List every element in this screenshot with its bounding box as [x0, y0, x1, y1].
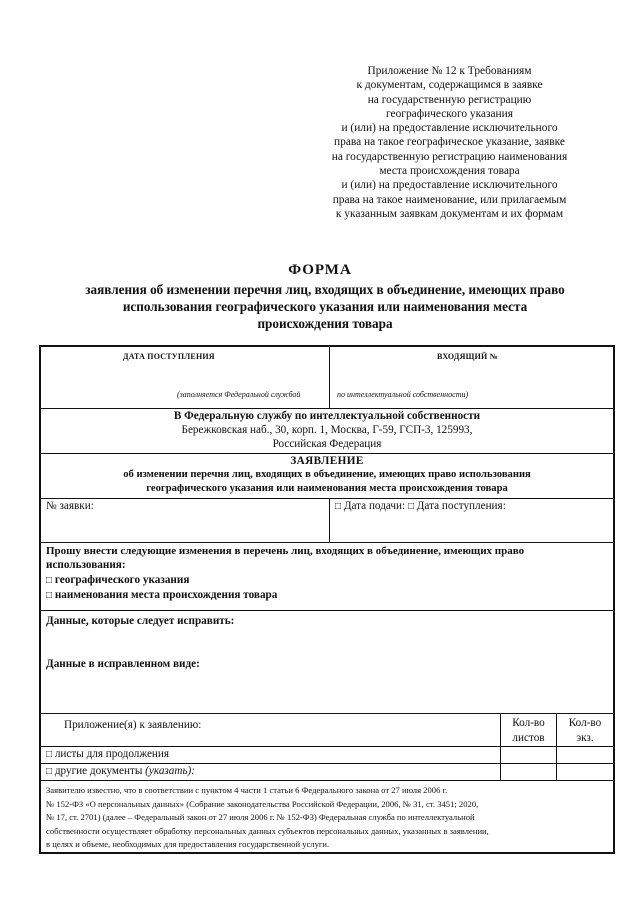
appendix-line: права на такое географическое указание, заявке: [334, 136, 565, 149]
statement-line: об изменении перечня лиц, входящих в объединение, имеющих право использования: [123, 469, 531, 480]
receipt-date-label-2: Дата поступления:: [416, 500, 506, 512]
geo-indication-label: географического указания: [54, 574, 190, 586]
receipt-date-label: ДАТА ПОСТУПЛЕНИЯ: [123, 352, 215, 361]
addressee-address: Бережковская наб., 30, корп. 1, Москва, Г-59, ГСП-3, 125993,: [181, 424, 473, 436]
form-subtitle-line: происхождения товара: [257, 316, 393, 331]
appendix-line: права на такое наименование, или прилагаемым: [332, 193, 567, 206]
receipt-note-left: (заполняется Федеральной службой: [177, 390, 301, 399]
receipt-date-checkbox[interactable]: □: [407, 501, 414, 512]
corrected-data-label: Данные в исправленном виде:: [46, 658, 200, 670]
appendix-header: [292, 64, 607, 221]
receipt-note-right: по интеллектуальной собственности): [337, 390, 469, 399]
other-documents-checkbox[interactable]: □: [46, 766, 53, 777]
row-divider: [41, 780, 613, 781]
incoming-number-label: ВХОДЯЩИЙ №: [437, 352, 498, 361]
appendix-line: места происхождения товара: [379, 165, 520, 178]
appendix-line: Приложение № 12 к Требованиям: [367, 65, 532, 77]
filing-date-label: Дата подачи:: [343, 500, 406, 512]
notice-line: собственности осуществляет обработку персональных данных субъектов персональных данных, указанных в заявлении,: [46, 825, 489, 836]
row-divider: [41, 498, 613, 499]
sheets-count-header: [501, 716, 556, 746]
copies-header-line: Кол-во: [568, 717, 602, 729]
row-divider: [41, 610, 613, 611]
appendix-line: к указанным заявкам документам и их формам: [335, 207, 564, 220]
application-form-table: [39, 345, 615, 854]
place-of-origin-label: наименования места происхождения товара: [54, 589, 278, 601]
application-number-label: № заявки:: [46, 500, 94, 512]
row-divider: [41, 746, 613, 747]
other-documents-label: другие документы: [54, 765, 146, 777]
application-divider: [329, 498, 330, 542]
notice-line: Заявителю известно, что в соответствии с пунктом 4 части 1 статьи 6 Федерального закона от 27 июля 2006 г.: [46, 785, 448, 795]
appendix-line: и (или) на предоставление исключительного: [341, 179, 558, 192]
row-divider: [41, 408, 613, 409]
row-divider: [41, 453, 613, 454]
form-subtitle-line: использования географического указания или наименования места: [122, 299, 528, 314]
statement-line: географического указания или наименования места происхождения товара: [146, 483, 508, 494]
row-divider: [41, 763, 613, 764]
form-title: ФОРМА: [288, 262, 352, 278]
place-of-origin-checkbox[interactable]: □: [46, 590, 53, 601]
appendix-line: к документам, содержащимся в заявке: [356, 79, 543, 92]
application-dates: [335, 500, 506, 512]
request-line: использования:: [46, 559, 126, 571]
personal-data-notice: [46, 784, 609, 852]
appendix-line: географического указания: [386, 107, 513, 120]
filing-date-checkbox[interactable]: □: [335, 501, 342, 512]
appendix-line: на государственную регистрацию: [367, 93, 532, 106]
request-option-geo-indication: [46, 574, 189, 586]
continuation-sheets-label: листы для продолжения: [54, 748, 170, 760]
sheets-header-line: Кол-во: [512, 717, 545, 729]
request-option-place-of-origin: [46, 589, 277, 601]
addressee-title: В Федеральную службу по интеллектуальной собственности: [173, 410, 481, 422]
sheets-header-line: листов: [512, 732, 545, 744]
geo-indication-checkbox[interactable]: □: [46, 575, 53, 586]
row-divider: [41, 713, 613, 714]
addressee-country: Российская Федерация: [272, 438, 382, 450]
copies-header-line: экз.: [576, 732, 594, 744]
other-documents-note: (указать):: [145, 765, 195, 777]
form-subtitle-line: заявления об изменении перечня лиц, входящих в объединение, имеющих право: [85, 282, 565, 297]
form-subtitle: [40, 281, 610, 332]
notice-line: № 152-ФЗ «О персональных данных» (Собрание законодательства Российской Федерации, 2006, № 31, ст. 3451; 2020,: [46, 798, 479, 809]
data-to-fix-label: Данные, которые следует исправить:: [46, 615, 235, 627]
request-line: Прошу внести следующие изменения в перечень лиц, входящих в объединение, имеющих право: [46, 545, 525, 557]
appendix-line: и (или) на предоставление исключительного: [341, 122, 558, 135]
notice-line: в целях и объеме, необходимых для предоставления государственной услуги.: [46, 839, 330, 850]
appendix-line: на государственную регистрацию наименования: [331, 150, 568, 163]
attachments-title: Приложение(я) к заявлению:: [64, 719, 202, 731]
row-divider: [41, 542, 613, 543]
receipt-divider: [329, 347, 330, 408]
attachment-other-documents: [46, 765, 195, 777]
notice-line: № 17, ст. 2701) (далее – Федеральный закон от 27 июля 2006 г. № 152-ФЗ) Федеральная служба по интеллектуальной: [46, 812, 475, 823]
statement-title: ЗАЯВЛЕНИЕ: [290, 455, 364, 467]
copies-count-header: [557, 716, 613, 746]
attachment-continuation-sheets: [46, 748, 169, 760]
continuation-sheets-checkbox[interactable]: □: [46, 749, 53, 760]
